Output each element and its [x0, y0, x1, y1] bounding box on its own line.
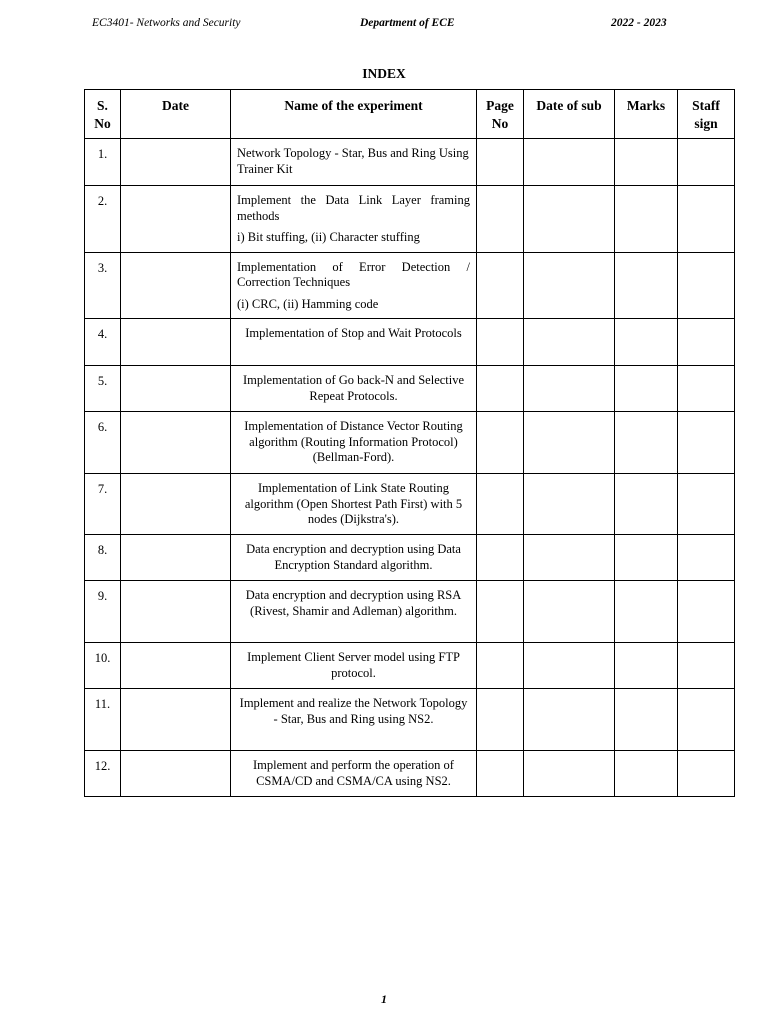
- row-sno: 3.: [85, 252, 121, 319]
- row-experiment-subitems: (i) CRC, (ii) Hamming code: [237, 296, 379, 311]
- row-experiment-name: Implementation of Stop and Wait Protocols: [231, 319, 477, 366]
- row-experiment-name: Implement and realize the Network Topology - Star, Bus and Ring using NS2.: [231, 689, 477, 751]
- row-marks-cell: [615, 319, 678, 366]
- row-experiment-name: Implement Client Server model using FTP protocol.: [231, 643, 477, 689]
- row-date-cell: [121, 139, 231, 186]
- row-date-of-sub-cell: [524, 319, 615, 366]
- row-sno: 5.: [85, 366, 121, 412]
- page-number: 1: [381, 992, 387, 1006]
- row-staff-sign-cell: [678, 139, 735, 186]
- row-date-cell: [121, 319, 231, 366]
- row-date-of-sub-cell: [524, 581, 615, 643]
- row-marks-cell: [615, 535, 678, 581]
- header-department: Department of ECE: [360, 17, 455, 29]
- col-header-staff-line2: sign: [694, 116, 718, 131]
- row-sno: 11.: [85, 689, 121, 751]
- col-header-name: Name of the experiment: [231, 90, 477, 139]
- row-staff-sign-cell: [678, 366, 735, 412]
- row-date-of-sub-cell: [524, 139, 615, 186]
- row-date-of-sub-cell: [524, 366, 615, 412]
- row-date-of-sub-cell: [524, 535, 615, 581]
- row-page-cell: [477, 366, 524, 412]
- col-header-date-of-sub: Date of sub: [524, 90, 615, 139]
- row-marks-cell: [615, 689, 678, 751]
- row-marks-cell: [615, 751, 678, 797]
- row-page-cell: [477, 186, 524, 253]
- col-header-staff-line1: Staff: [692, 98, 720, 113]
- table-row: [85, 366, 735, 412]
- col-header-date: Date: [121, 90, 231, 139]
- row-staff-sign-cell: [678, 319, 735, 366]
- row-date-of-sub-cell: [524, 474, 615, 535]
- header-course: EC3401- Networks and Security: [92, 17, 241, 29]
- col-header-sno-line2: No: [94, 116, 111, 131]
- row-sno: 10.: [85, 643, 121, 689]
- row-page-cell: [477, 751, 524, 797]
- row-marks-cell: [615, 186, 678, 253]
- row-sno: 6.: [85, 412, 121, 474]
- row-page-cell: [477, 252, 524, 319]
- index-table: [84, 89, 735, 797]
- table-row: [85, 581, 735, 643]
- row-experiment-cell: [231, 252, 477, 319]
- row-staff-sign-cell: [678, 643, 735, 689]
- row-date-of-sub-cell: [524, 412, 615, 474]
- row-sno: 8.: [85, 535, 121, 581]
- row-marks-cell: [615, 366, 678, 412]
- row-experiment-name: Implementation of Distance Vector Routing algorithm (Routing Information Protocol) (Bellman-Ford).: [231, 412, 477, 474]
- row-experiment-name: Implementation of Link State Routing algorithm (Open Shortest Path First) with 5 nodes (Dijkstra's).: [231, 474, 477, 535]
- row-date-cell: [121, 366, 231, 412]
- row-page-cell: [477, 319, 524, 366]
- row-experiment-name: Implementation of Go back-N and Selective Repeat Protocols.: [231, 366, 477, 412]
- row-date-cell: [121, 643, 231, 689]
- row-staff-sign-cell: [678, 412, 735, 474]
- row-experiment-name: Data encryption and decryption using Data Encryption Standard algorithm.: [231, 535, 477, 581]
- row-date-cell: [121, 412, 231, 474]
- row-experiment-name: Data encryption and decryption using RSA (Rivest, Shamir and Adleman) algorithm.: [231, 581, 477, 643]
- row-experiment-name: Implementation of Error Detection / Correction Techniques: [237, 259, 470, 289]
- row-staff-sign-cell: [678, 186, 735, 253]
- row-date-of-sub-cell: [524, 252, 615, 319]
- row-staff-sign-cell: [678, 252, 735, 319]
- table-row: [85, 535, 735, 581]
- row-marks-cell: [615, 474, 678, 535]
- col-header-sno-line1: S.: [97, 98, 108, 113]
- row-date-cell: [121, 751, 231, 797]
- col-header-marks: Marks: [615, 90, 678, 139]
- row-sno: 1.: [85, 139, 121, 186]
- row-date-of-sub-cell: [524, 643, 615, 689]
- col-header-page: [477, 90, 524, 139]
- row-page-cell: [477, 412, 524, 474]
- table-row: [85, 319, 735, 366]
- index-title: INDEX: [362, 66, 406, 81]
- row-page-cell: [477, 139, 524, 186]
- row-page-cell: [477, 689, 524, 751]
- row-page-cell: [477, 581, 524, 643]
- row-page-cell: [477, 535, 524, 581]
- row-date-cell: [121, 186, 231, 253]
- row-marks-cell: [615, 252, 678, 319]
- table-row: [85, 139, 735, 186]
- table-row: [85, 186, 735, 253]
- table-row: [85, 412, 735, 474]
- row-sno: 2.: [85, 186, 121, 253]
- col-header-page-line2: No: [491, 116, 509, 131]
- row-date-cell: [121, 252, 231, 319]
- row-date-of-sub-cell: [524, 186, 615, 253]
- row-date-cell: [121, 689, 231, 751]
- row-date-of-sub-cell: [524, 689, 615, 751]
- row-date-of-sub-cell: [524, 751, 615, 797]
- row-experiment-name: Implement and perform the operation of CSMA/CD and CSMA/CA using NS2.: [231, 751, 477, 797]
- row-staff-sign-cell: [678, 751, 735, 797]
- table-row: [85, 643, 735, 689]
- row-date-cell: [121, 474, 231, 535]
- row-staff-sign-cell: [678, 689, 735, 751]
- row-experiment-cell: [231, 186, 477, 253]
- row-marks-cell: [615, 643, 678, 689]
- col-header-page-line1: Page: [486, 98, 514, 113]
- row-sno: 12.: [85, 751, 121, 797]
- row-staff-sign-cell: [678, 581, 735, 643]
- table-row: [85, 751, 735, 797]
- row-marks-cell: [615, 581, 678, 643]
- col-header-staff: [678, 90, 735, 139]
- row-experiment-name: Network Topology - Star, Bus and Ring Using Trainer Kit: [231, 139, 477, 186]
- row-date-cell: [121, 581, 231, 643]
- row-staff-sign-cell: [678, 474, 735, 535]
- table-row: [85, 252, 735, 319]
- row-page-cell: [477, 474, 524, 535]
- row-experiment-subitems: i) Bit stuffing, (ii) Character stuffing: [237, 230, 420, 244]
- row-date-cell: [121, 535, 231, 581]
- row-experiment-name: Implement the Data Link Layer framing methods: [237, 193, 470, 223]
- table-row: [85, 474, 735, 535]
- row-staff-sign-cell: [678, 535, 735, 581]
- row-sno: 9.: [85, 581, 121, 643]
- row-sno: 7.: [85, 474, 121, 535]
- col-header-sno: [85, 90, 121, 139]
- row-page-cell: [477, 643, 524, 689]
- row-sno: 4.: [85, 319, 121, 366]
- header-year: 2022 - 2023: [611, 17, 667, 29]
- table-header-row: [85, 90, 735, 139]
- row-marks-cell: [615, 412, 678, 474]
- table-row: [85, 689, 735, 751]
- row-marks-cell: [615, 139, 678, 186]
